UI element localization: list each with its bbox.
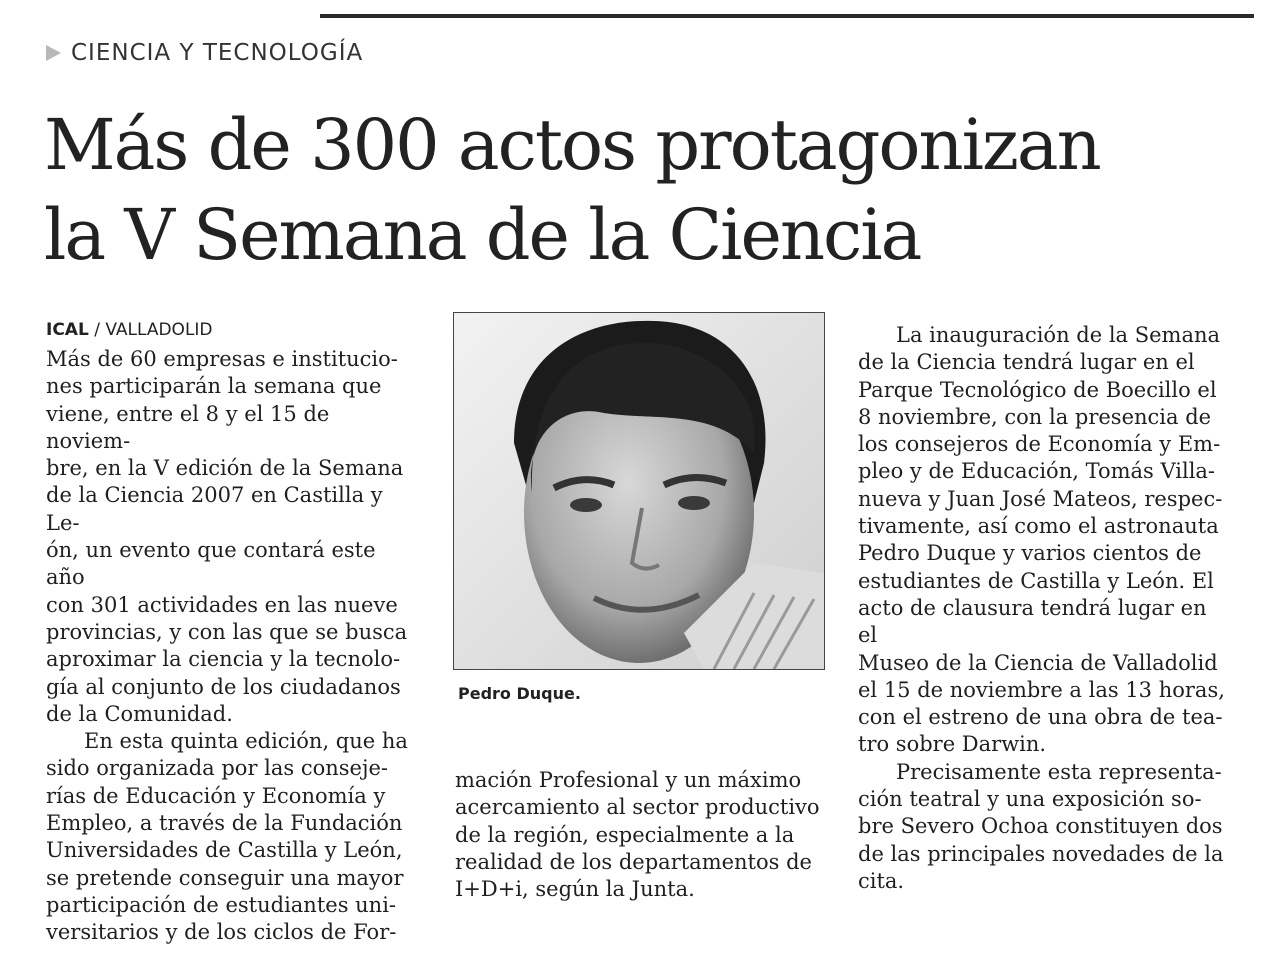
column-line: nueva y Juan José Mateos, respec- <box>858 486 1223 511</box>
column-line: pleo y de Educación, Tomás Villa- <box>858 459 1216 484</box>
column-line: Más de 60 empresas e institucio- <box>46 347 398 371</box>
article-column-3 <box>858 322 1230 895</box>
column-line: Empleo, a través de la Fundación <box>46 811 403 836</box>
column-line: En esta quinta edición, que ha <box>84 729 408 754</box>
column-line: los consejeros de Economía y Em- <box>858 432 1221 457</box>
column-line: Universidades de Castilla y León, <box>46 838 403 863</box>
column-line: acercamiento al sector productivo <box>455 795 820 820</box>
headline-line-2: la V Semana de la Ciencia <box>44 194 921 276</box>
column-line: acto de clausura tendrá lugar en el <box>858 595 1207 648</box>
column-line: Museo de la Ciencia de Valladolid <box>858 650 1218 675</box>
column-line: rías de Educación y Economía y <box>46 783 386 808</box>
column-line: I+D+i, según la Junta. <box>455 877 695 902</box>
column-line: bre Severo Ochoa constituyen dos <box>858 814 1223 839</box>
headline-line-1: Más de 300 actos protagonizan <box>44 104 1100 186</box>
portrait-image <box>454 313 824 669</box>
column-line: viene, entre el 8 y el 15 de noviem- <box>46 401 330 453</box>
section-label: CIENCIA Y TECNOLOGÍA <box>71 40 364 66</box>
column-line: estudiantes de Castilla y León. El <box>858 568 1214 593</box>
byline-location: / VALLADOLID <box>94 320 213 340</box>
article-column-2 <box>455 767 827 903</box>
byline <box>46 320 213 340</box>
column-line: de la Ciencia 2007 en Castilla y Le- <box>46 483 383 535</box>
photo-caption: Pedro Duque. <box>458 684 581 703</box>
column-line: ción teatral y una exposición so- <box>858 787 1202 812</box>
column-line: con el estreno de una obra de tea- <box>858 705 1223 730</box>
byline-agency: ICAL <box>46 320 89 340</box>
section-arrow-icon <box>46 45 61 61</box>
column-line: tro sobre Darwin. <box>858 732 1047 757</box>
column-line: realidad de los departamentos de <box>455 849 812 874</box>
column-line: Pedro Duque y varios cientos de <box>858 541 1202 566</box>
column-line: aproximar la ciencia y la tecnolo- <box>46 647 401 672</box>
column-line: 8 noviembre, con la presencia de <box>858 404 1212 429</box>
section-header <box>46 40 363 66</box>
photo-pedro-duque <box>453 312 825 670</box>
column-line: gía al conjunto de los ciudadanos <box>46 674 401 699</box>
column-line: nes participarán la semana que <box>46 374 382 399</box>
column-line: versitarios y de los ciclos de For- <box>46 920 397 945</box>
column-line: Parque Tecnológico de Boecillo el <box>858 377 1217 402</box>
column-line: cita. <box>858 868 905 893</box>
column-line: tivamente, así como el astronauta <box>858 514 1219 539</box>
column-line: con 301 actividades en las nueve <box>46 592 398 617</box>
column-line: de las principales novedades de la <box>858 841 1224 866</box>
column-line: ón, un evento que contará este año <box>46 538 376 590</box>
column-line: el 15 de noviembre a las 13 horas, <box>858 677 1225 702</box>
column-line: se pretende conseguir una mayor <box>46 865 404 890</box>
column-line: La inauguración de la Semana <box>896 323 1221 347</box>
article-column-1 <box>46 346 418 947</box>
column-line: sido organizada por las conseje- <box>46 756 389 781</box>
column-line: provincias, y con las que se busca <box>46 619 408 644</box>
column-line: de la Comunidad. <box>46 701 233 726</box>
column-line: mación Profesional y un máximo <box>455 768 802 792</box>
column-line: Precisamente esta representa- <box>896 759 1222 784</box>
column-line: de la región, especialmente a la <box>455 822 795 847</box>
column-line: participación de estudiantes uni- <box>46 892 397 917</box>
column-line: bre, en la V edición de la Semana <box>46 456 404 481</box>
column-line: de la Ciencia tendrá lugar en el <box>858 350 1195 375</box>
top-rule <box>320 14 1254 18</box>
headline <box>44 100 1264 280</box>
